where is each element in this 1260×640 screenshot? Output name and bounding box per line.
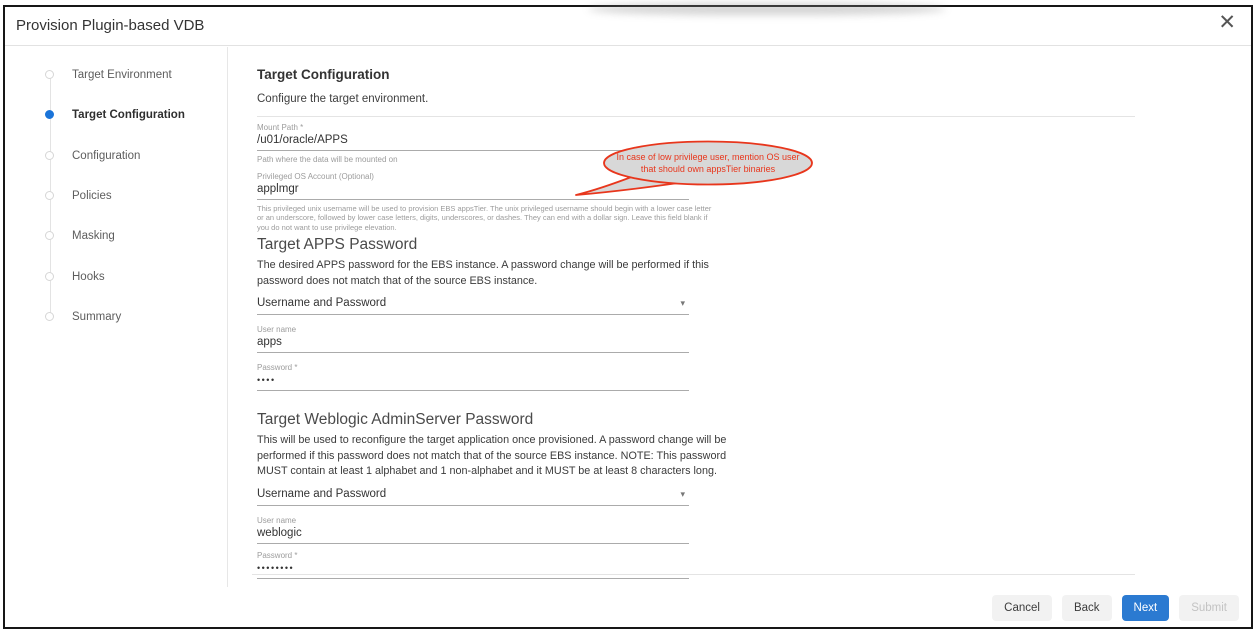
- dialog-header: [5, 7, 1251, 46]
- content-bottom-divider: [252, 574, 1135, 575]
- step-label: Policies: [72, 190, 112, 202]
- panel-heading: Target Configuration: [257, 67, 390, 82]
- apps-username-field: [257, 325, 689, 353]
- apps-password-label: Password *: [257, 363, 298, 372]
- apps-username-input[interactable]: apps: [257, 336, 689, 353]
- step-summary[interactable]: [5, 311, 227, 325]
- privileged-os-label: Privileged OS Account (Optional): [257, 171, 374, 181]
- mount-path-helper: Path where the data will be mounted on: [257, 155, 398, 164]
- step-masking[interactable]: [5, 230, 227, 244]
- step-circle-icon: [45, 231, 54, 240]
- chevron-down-icon: ▾: [680, 298, 685, 308]
- wizard-stepper-sidebar: [5, 47, 228, 587]
- apps-username-label: User name: [257, 325, 297, 334]
- step-circle-icon: [45, 70, 54, 79]
- callout-ellipse: [604, 142, 812, 185]
- step-target-environment[interactable]: [5, 69, 227, 83]
- weblogic-password-description: This will be used to reconfigure the target application once provisioned. A password change will be performed if this password does not match that of the source EBS instance. NOTE: This password MUST contain at least 1 alphabet and 1 non-alphabet and it MUST be at least 8 characters long.: [257, 434, 727, 477]
- step-label: Hooks: [72, 271, 105, 283]
- weblogic-password-input[interactable]: ••••••••: [257, 562, 689, 579]
- close-icon[interactable]: ✕: [1218, 11, 1236, 34]
- back-button[interactable]: Back: [1062, 595, 1112, 621]
- step-circle-active-icon: [45, 110, 54, 119]
- section-divider: [257, 116, 1135, 117]
- annotation-callout-bubble: [570, 138, 820, 208]
- apps-credential-type-value: Username and Password: [257, 297, 387, 309]
- step-circle-icon: [45, 151, 54, 160]
- apps-password-heading: Target APPS Password: [257, 236, 418, 253]
- weblogic-password-label: Password *: [257, 550, 298, 560]
- step-circle-icon: [45, 272, 54, 281]
- apps-credential-type-select[interactable]: [257, 297, 689, 315]
- weblogic-credential-type-value: Username and Password: [257, 487, 387, 500]
- next-button[interactable]: Next: [1122, 595, 1170, 621]
- step-hooks[interactable]: [5, 271, 227, 285]
- callout-text-line2: that should own appsTier binaries: [640, 164, 776, 174]
- chevron-down-icon: ▾: [680, 488, 685, 499]
- step-circle-icon: [45, 312, 54, 321]
- step-label: Configuration: [72, 150, 141, 162]
- panel-subheading: Configure the target environment.: [257, 93, 429, 105]
- dialog-title: Provision Plugin-based VDB: [16, 17, 205, 34]
- callout-text-line1: In case of low privilege user, mention OS user: [616, 152, 800, 162]
- weblogic-credential-type-select[interactable]: [257, 488, 689, 506]
- step-label: Target Configuration: [72, 109, 185, 121]
- weblogic-username-field: [257, 516, 689, 544]
- weblogic-username-label: User name: [257, 515, 297, 525]
- submit-button[interactable]: Submit: [1179, 595, 1239, 621]
- step-label: Target Environment: [72, 69, 172, 81]
- wizard-footer: [992, 595, 1239, 621]
- weblogic-password-heading: Target Weblogic AdminServer Password: [257, 411, 534, 428]
- step-target-configuration[interactable]: [5, 109, 227, 123]
- step-label: Summary: [72, 311, 122, 323]
- step-circle-icon: [45, 191, 54, 200]
- mount-path-label: Mount Path *: [257, 123, 304, 132]
- step-label: Masking: [72, 230, 115, 242]
- apps-password-input[interactable]: ••••: [257, 374, 689, 391]
- weblogic-username-input[interactable]: weblogic: [257, 527, 689, 544]
- privileged-os-helper: This privileged unix username will be used to provision EBS appsTier. The unix privileged username should begin with a lower case letter or an underscore, followed by lower case letters, digits, underscores, or dashes. They can end with a dollar sign. Leave this field blank if you do not want to use privilege elevation.: [257, 203, 712, 232]
- mount-path-input[interactable]: /u01/oracle/APPS: [257, 134, 689, 151]
- apps-password-field: [257, 363, 689, 391]
- privileged-os-input[interactable]: applmgr: [257, 183, 689, 200]
- target-configuration-panel: [257, 46, 1157, 579]
- cancel-button[interactable]: Cancel: [992, 595, 1052, 621]
- step-policies[interactable]: [5, 190, 227, 204]
- step-configuration[interactable]: [5, 150, 227, 164]
- wizard-dialog: [3, 5, 1253, 629]
- apps-password-description: The desired APPS password for the EBS instance. A password change will be performed if this password does not match that of the source EBS instance.: [257, 259, 709, 287]
